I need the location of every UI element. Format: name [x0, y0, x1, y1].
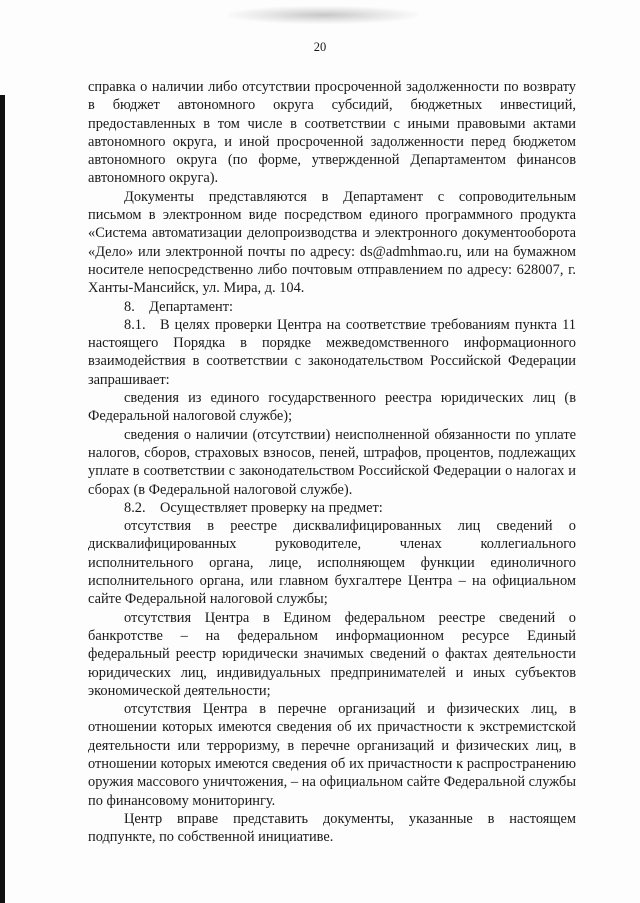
scan-artifact-stamp: [228, 6, 418, 24]
paragraph-tax-debt-request: сведения о наличии (отсутствии) неисполненной обязанности по уплате налогов, сборов, страховых взносов, пеней, штрафов, процентов, подлежащих уплате в соответствии с законодательством Российской Федерации о налогах и сборах (в Федеральной налоговой службе).: [88, 426, 576, 498]
paragraph-8-2: 8.2. Осуществляет проверку на предмет:: [124, 499, 383, 516]
document-body: [88, 78, 576, 846]
paragraph-8-1: 8.1. В целях проверки Центра на соответствие требованиям пункта 11 настоящего Порядка в порядке межведомственного информационного взаимодействия в соответствии с законодательством Российской Федерации запрашивает:: [88, 316, 576, 388]
scan-edge-bar: [0, 95, 5, 903]
paragraph-bankruptcy-check: отсутствия Центра в Едином федеральном реестре сведений о банкротстве – на федеральном информационном ресурсе Единый федеральный реестр юридически значимых сведений о фактах деятельности юридических лиц, индивидуальных предпринимателей и иных субъектов экономической деятельности;: [88, 609, 576, 699]
page-number: 20: [313, 40, 327, 54]
paragraph-submission-method: Документы представляются в Департамент с сопроводительным письмом в электронном виде посредством единого программного продукта «Система автоматизации делопроизводства и электронного документооборота «Дело» или электронной почты по адресу: ds@admhmao.ru, или на бумажном носителе непосредственно либо почтовым отправлением по адресу: 628007, г. Ханты-Мансийск, ул. Мира, д. 104.: [88, 188, 576, 297]
paragraph-extremism-list-check: отсутствия Центра в перечне организаций и физических лиц, в отношении которых имеются сведения об их причастности к экстремистской деятельности или терроризму, в перечне организаций и физических лиц, в отношении которых имеются сведения об их причастности к распространению оружия массового уничтожения, – на официальном сайте Федеральной службы по финансовому мониторингу.: [88, 701, 576, 809]
paragraph-subsidy-debt-certificate: справка о наличии либо отсутствии просроченной задолженности по возврату в бюджет автономного округа субсидий, бюджетных инвестиций, предоставленных в том числе в соответствии с иными правовыми актами автономного округа, и иной просроченной задолженности перед бюджетом автономного округа (по форме, утвержденной Департаментом финансов автономного округа).: [88, 79, 576, 187]
paragraph-disqualified-persons-check: отсутствия в реестре дисквалифицированных лиц сведений о дисквалифицированных руководителе, членах коллегиального исполнительного органа, лице, исполняющем функции единоличного исполнительного органа, или главном бухгалтере Центра – на официальном сайте Федеральной налоговой службы;: [88, 518, 576, 608]
paragraph-own-initiative: Центр вправе представить документы, указанные в настоящем подпункте, по собственной инициативе.: [88, 810, 576, 846]
paragraph-section-8-heading: 8. Департамент:: [124, 298, 233, 315]
paragraph-egrul-request: сведения из единого государственного реестра юридических лиц (в Федеральной налоговой службе);: [88, 390, 576, 425]
